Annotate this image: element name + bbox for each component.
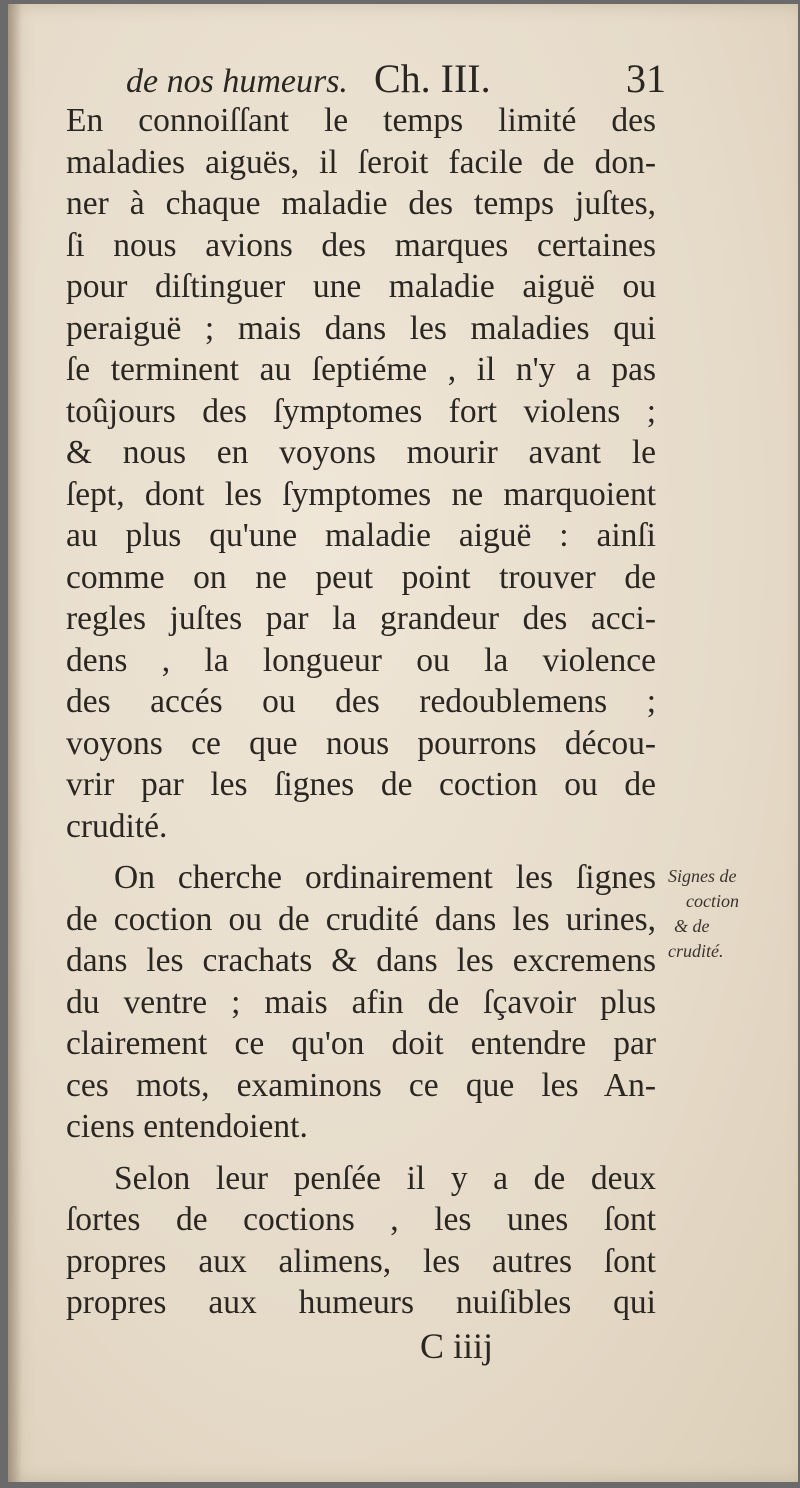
text-line: de coction ou de crudité dans les urines,: [66, 900, 656, 938]
text-line: Selon leur penſée il y a de deux: [114, 1159, 656, 1197]
text-line: dens , la longueur ou la violence: [66, 641, 656, 679]
signature-mark: C iiij: [420, 1326, 494, 1366]
text-line: ſi nous avions des marques certaines: [66, 226, 656, 264]
margin-note: [668, 864, 788, 964]
text-line: ſortes de coctions , les unes ſont: [66, 1201, 656, 1238]
text-line: voyons ce que nous pourrons décou-: [66, 724, 656, 762]
margin-note-line: Signes de: [668, 866, 737, 886]
text-line: pour diſtinguer une maladie aiguë ou: [66, 268, 656, 305]
text-line: ſept, dont les ſymptomes ne marquoient: [66, 475, 656, 513]
page-header: [126, 56, 666, 102]
text-line: En connoiſſant le temps limité des: [66, 102, 656, 139]
text-line: crudité.: [66, 807, 168, 845]
page-number: 31: [626, 56, 666, 101]
text-line: & nous en voyons mourir avant le: [66, 434, 656, 471]
text-line: ces mots, examinons ce que les An-: [66, 1066, 656, 1104]
text-line: du ventre ; mais afin de ſçavoir plus: [66, 983, 656, 1021]
text-line: vrir par les ſignes de coction ou de: [66, 766, 656, 803]
chapter-label: Ch. III.: [373, 56, 491, 101]
margin-note-line: coction: [686, 891, 739, 911]
running-title: de nos humeurs.: [126, 63, 348, 100]
margin-note-line: crudité.: [668, 941, 724, 961]
margin-note-line: & de: [674, 916, 710, 936]
text-line: On cherche ordinairement les ſignes: [114, 859, 656, 896]
text-line: comme on ne peut point trouver de: [66, 558, 656, 596]
text-line: toûjours des ſymptomes fort violens ;: [66, 392, 656, 430]
text-line: regles juſtes par la grandeur des acci-: [66, 600, 656, 637]
text-line: peraiguë ; mais dans les maladies qui: [66, 309, 656, 347]
book-page: [8, 4, 798, 1482]
text-line: au plus qu'une maladie aiguë : ainſi: [66, 517, 656, 554]
text-line: ciens entendoient.: [66, 1108, 308, 1145]
text-line: ner à chaque maladie des temps juſtes,: [66, 185, 656, 222]
text-line: propres aux humeurs nuiſibles qui: [66, 1284, 656, 1321]
body-text: [66, 100, 656, 1324]
page-gutter-shadow: [8, 4, 22, 1482]
text-line: clairement ce qu'on doit entendre par: [66, 1025, 656, 1062]
text-line: propres aux alimens, les autres ſont: [66, 1242, 656, 1280]
text-line: des accés ou des redoublemens ;: [66, 683, 656, 720]
text-line: dans les crachats & dans les excremens: [66, 942, 656, 979]
text-line: ſe terminent au ſeptiéme , il n'y a pas: [66, 351, 656, 388]
text-line: maladies aiguës, il ſeroit facile de don-: [66, 143, 656, 181]
